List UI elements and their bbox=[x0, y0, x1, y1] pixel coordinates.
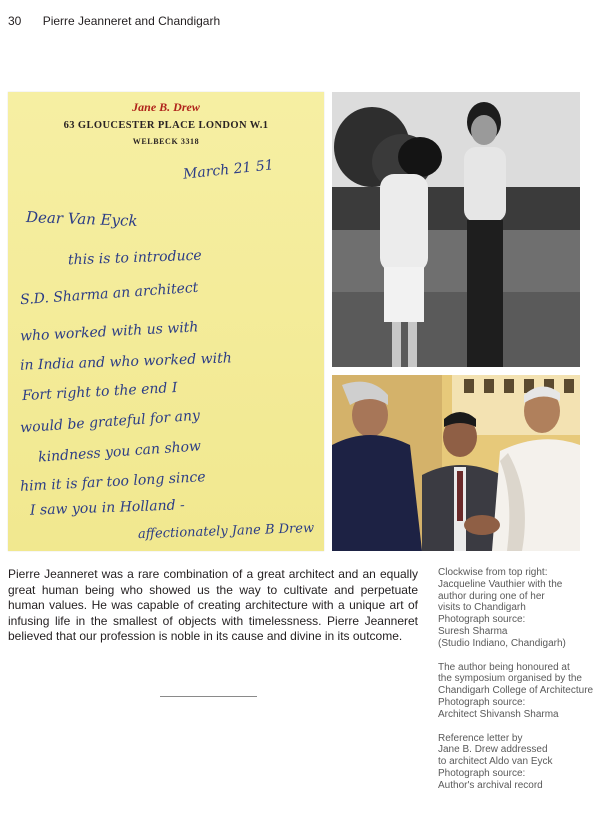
page-header bbox=[8, 14, 220, 28]
caption-line: visits to Chandigarh bbox=[438, 602, 526, 614]
handwritten-line: Fort right to the end I bbox=[21, 379, 178, 405]
caption-line: Suresh Sharma bbox=[438, 625, 508, 637]
caption-line: Architect Shivansh Sharma bbox=[438, 708, 559, 720]
letterhead-phone: WELBECK 3318 bbox=[132, 137, 200, 146]
caption-line: Photograph source: bbox=[438, 696, 526, 708]
handwritten-line: would be grateful for any bbox=[19, 407, 201, 437]
body-paragraph: Pierre Jeanneret was a rare combination of a great architect and an equally great human being who showed us the way to cultivate and perpetuate human values. He was capable of creating architecture with a unique art of infusing life in the smallest of objects with timelessness. Pierre Jeanneret believed that our profession is noble in its cause and divine in its outcome. bbox=[8, 567, 418, 643]
caption-letter bbox=[438, 733, 596, 792]
photo-captions bbox=[438, 567, 596, 804]
letterhead-name: Jane B. Drew bbox=[132, 100, 200, 114]
divider-rule bbox=[160, 696, 257, 697]
photo-bottom-image bbox=[332, 375, 580, 551]
photo-top-image bbox=[332, 92, 580, 367]
caption-line: (Studio Indiano, Chandigarh) bbox=[438, 637, 566, 649]
caption-line: Jacqueline Vauthier with the bbox=[438, 578, 563, 590]
caption-line: Clockwise from top right: bbox=[438, 567, 548, 578]
caption-line: to architect Aldo van Eyck bbox=[438, 756, 553, 768]
handwritten-line: S.D. Sharma an architect bbox=[19, 279, 199, 309]
handwritten-date: March 21 51 bbox=[182, 157, 275, 183]
caption-line: the symposium organised by the bbox=[438, 673, 582, 685]
handwritten-line: this is to introduce bbox=[67, 247, 202, 269]
caption-line: author during one of her bbox=[438, 590, 545, 602]
handwritten-signoff: affectionately Jane B Drew bbox=[137, 520, 315, 543]
caption-honoured bbox=[438, 662, 596, 721]
handwritten-line: I saw you in Holland - bbox=[29, 497, 186, 519]
caption-line: Reference letter by bbox=[438, 732, 523, 744]
handwritten-line: him it is far too long since bbox=[19, 469, 206, 495]
caption-line: Author's archival record bbox=[438, 779, 543, 791]
caption-clockwise bbox=[438, 567, 596, 650]
caption-line: The author being honoured at bbox=[438, 661, 570, 673]
handwritten-salutation: Dear Van Eyck bbox=[25, 208, 138, 230]
caption-line: Jane B. Drew addressed bbox=[438, 744, 548, 756]
photo-jacqueline-vauthier bbox=[332, 92, 580, 367]
caption-line: Photograph source: bbox=[438, 767, 526, 779]
letterhead-address: 63 GLOUCESTER PLACE LONDON W.1 bbox=[63, 120, 269, 131]
handwritten-line: kindness you can show bbox=[37, 438, 202, 466]
caption-line: Photograph source: bbox=[438, 614, 526, 626]
handwritten-line: in India and who worked with bbox=[19, 350, 232, 374]
photo-author-honoured bbox=[332, 375, 580, 551]
running-title: Pierre Jeanneret and Chandigarh bbox=[42, 14, 221, 28]
page-number: 30 bbox=[8, 14, 22, 28]
caption-line: Chandigarh College of Architecture bbox=[438, 685, 594, 697]
handwritten-line: who worked with us with bbox=[19, 319, 199, 345]
letter-image bbox=[8, 92, 324, 551]
